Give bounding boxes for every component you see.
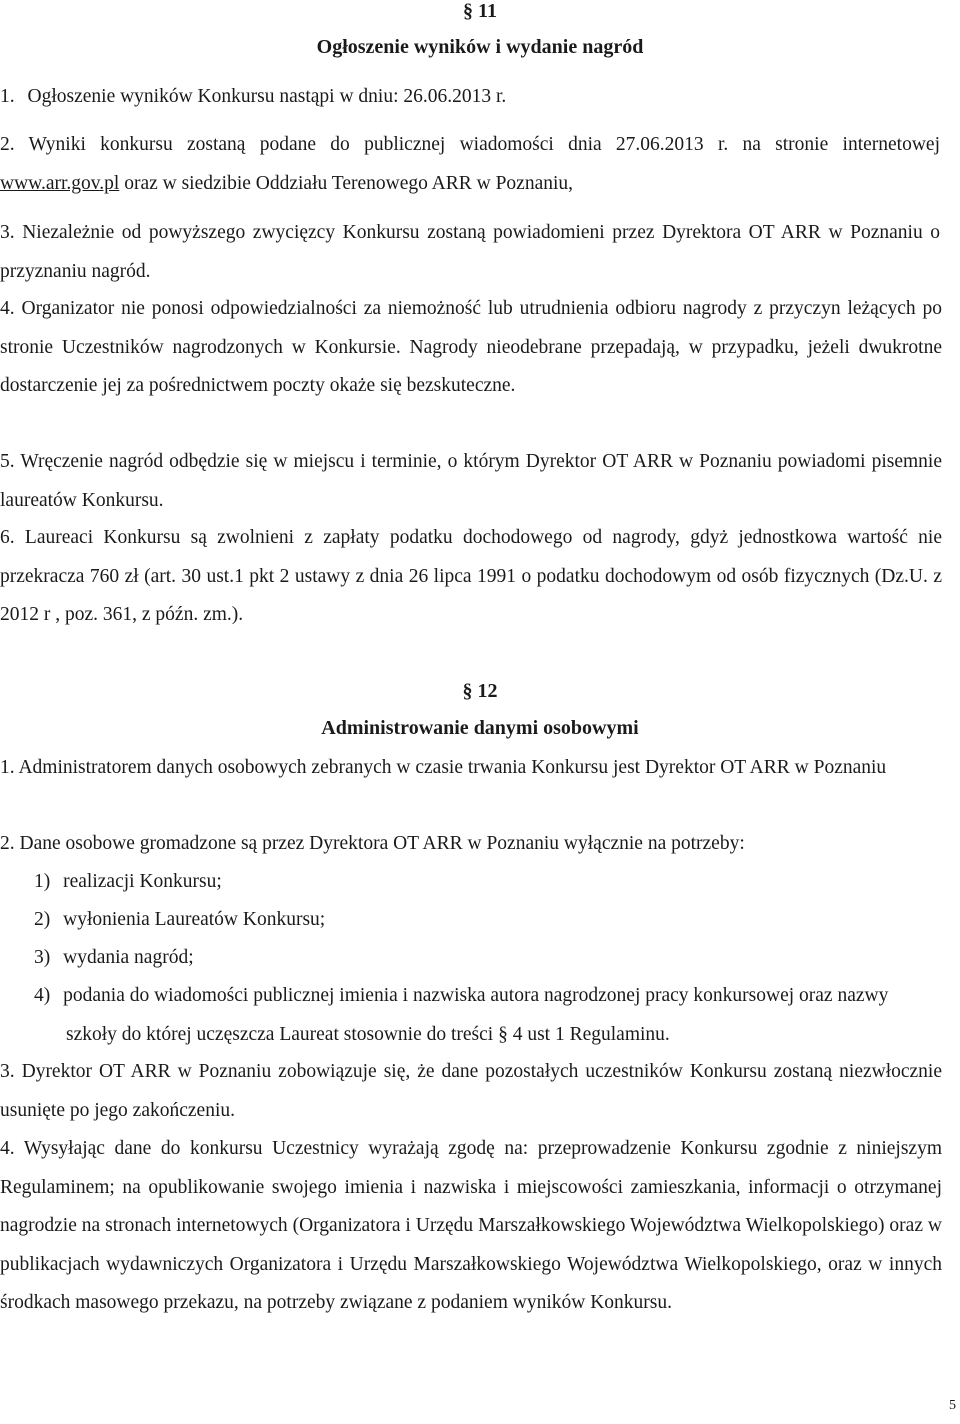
- list-item: [0, 1053, 942, 1130]
- item-text: Dyrektor OT ARR w Poznaniu zobowiązuje się, że dane pozostałych uczestników Konkursu zostaną niezwłocznie usunięte po jego zakończeniu.: [0, 1061, 943, 1121]
- list-item: [0, 749, 942, 788]
- list-item: [0, 443, 942, 520]
- sub-item-number: 2): [34, 909, 51, 930]
- sub-item-number: 4): [34, 985, 51, 1006]
- sub-list-item: [34, 939, 934, 978]
- item-number: 3.: [0, 1061, 15, 1082]
- item-number: 4.: [0, 298, 15, 319]
- sub-item-text: wyłonienia Laureatów Konkursu;: [63, 909, 326, 930]
- list-item: [0, 78, 935, 117]
- sub-item-text: realizacji Konkursu;: [63, 871, 222, 892]
- item-text: Wręczenie nagród odbędzie się w miejscu i terminie, o którym Dyrektor OT ARR w Poznaniu powiadomi pisemnie laureatów Konkursu.: [0, 451, 942, 511]
- list-item: [0, 126, 940, 203]
- item-text: Administratorem danych osobowych zebranych w czasie trwania Konkursu jest Dyrektor OT ARR w Poznaniu: [18, 757, 887, 778]
- item-number: 4.: [0, 1138, 15, 1159]
- item-text: Niezależnie od powyższego zwycięzcy Konkursu zostaną powiadomieni przez Dyrektora OT ARR w Poznaniu o przyznaniu nagród.: [0, 222, 941, 282]
- item-number: 1.: [0, 86, 15, 107]
- sub-item-text: podania do wiadomości publicznej imienia i nazwiska autora nagrodzonej pracy konkursowej oraz nazwy szkoły do której uczęszcza Laureat stosownie do treści § 4 ust 1 Regulaminu.: [63, 985, 889, 1045]
- item-text: Wyniki konkursu zostaną podane do publicznej wiadomości dnia 27.06.2013 r. na stronie internetowej: [28, 134, 940, 155]
- item-text: Wysyłając dane do konkursu Uczestnicy wyrażają zgodę na: przeprowadzenie Konkursu zgodnie z niniejszym Regulaminem; na opublikowanie swojego imienia i nazwiska i miejscowości zamieszkania, informacji o otrzymanej nagrodzie na stronach internetowych (Organizatora i Urzędu Marszałkowskiego Województwa Wielkopolskiego) oraz w publikacjach wydawniczych Organizatora i Urzędu Marszałkowskiego Województwa Wielkopolskiego, oraz w innych środkach masowego przekazu, na potrzeby związane z podaniem wyników Konkursu.: [0, 1138, 942, 1313]
- sub-list-item: [34, 977, 942, 1054]
- item-number: 3.: [0, 222, 15, 243]
- list-item: [0, 1130, 942, 1323]
- item-number: 2.: [0, 134, 15, 155]
- section-11-number: § 11: [463, 0, 497, 22]
- page-number: 5: [949, 1398, 956, 1413]
- list-item: [0, 825, 942, 864]
- section-12-title: Administrowanie danymi osobowymi: [321, 717, 639, 739]
- item-text: Organizator nie ponosi odpowiedzialności za niemożność lub utrudnienia odbioru nagrody z przyczyn leżących po stronie Uczestników nagrodzonych w Konkursie. Nagrody nieodebrane przepadają, w przypadku, jeżeli dwukrotne dostarczenie jej za pośrednictwem poczty okaże się bezskuteczne.: [0, 298, 942, 396]
- list-item: [0, 290, 942, 406]
- sub-item-text: wydania nagród;: [63, 947, 194, 968]
- section-12-number: § 12: [462, 680, 498, 702]
- sub-list-item: [34, 863, 934, 902]
- item-text: Ogłoszenie wyników Konkursu nastąpi w dniu: 26.06.2013 r.: [27, 86, 507, 107]
- item-number: 5.: [0, 451, 15, 472]
- list-item: [0, 519, 942, 635]
- item-number: 2.: [0, 833, 15, 854]
- sub-item-number: 1): [34, 871, 51, 892]
- sub-item-number: 3): [34, 947, 51, 968]
- item-text: Laureaci Konkursu są zwolnieni z zapłaty podatku dochodowego od nagrody, gdyż jednostkowa wartość nie przekracza 760 zł (art. 30 ust.1 pkt 2 ustawy z dnia 26 lipca 1991 o podatku dochodowym od osób fizycznych (Dz.U. z 2012 r , poz. 361, z późn. zm.).: [0, 527, 942, 625]
- item-text: oraz w siedzibie Oddziału Terenowego ARR w Poznaniu,: [124, 172, 574, 194]
- sub-list-item: [34, 901, 934, 940]
- arr-website-link[interactable]: www.arr.gov.pl: [0, 172, 120, 194]
- list-item: [0, 214, 940, 291]
- item-number: 6.: [0, 527, 15, 548]
- section-11-title: Ogłoszenie wyników i wydanie nagród: [316, 36, 644, 58]
- item-number: 1.: [0, 757, 15, 778]
- item-text: Dane osobowe gromadzone są przez Dyrektora OT ARR w Poznaniu wyłącznie na potrzeby:: [19, 833, 745, 854]
